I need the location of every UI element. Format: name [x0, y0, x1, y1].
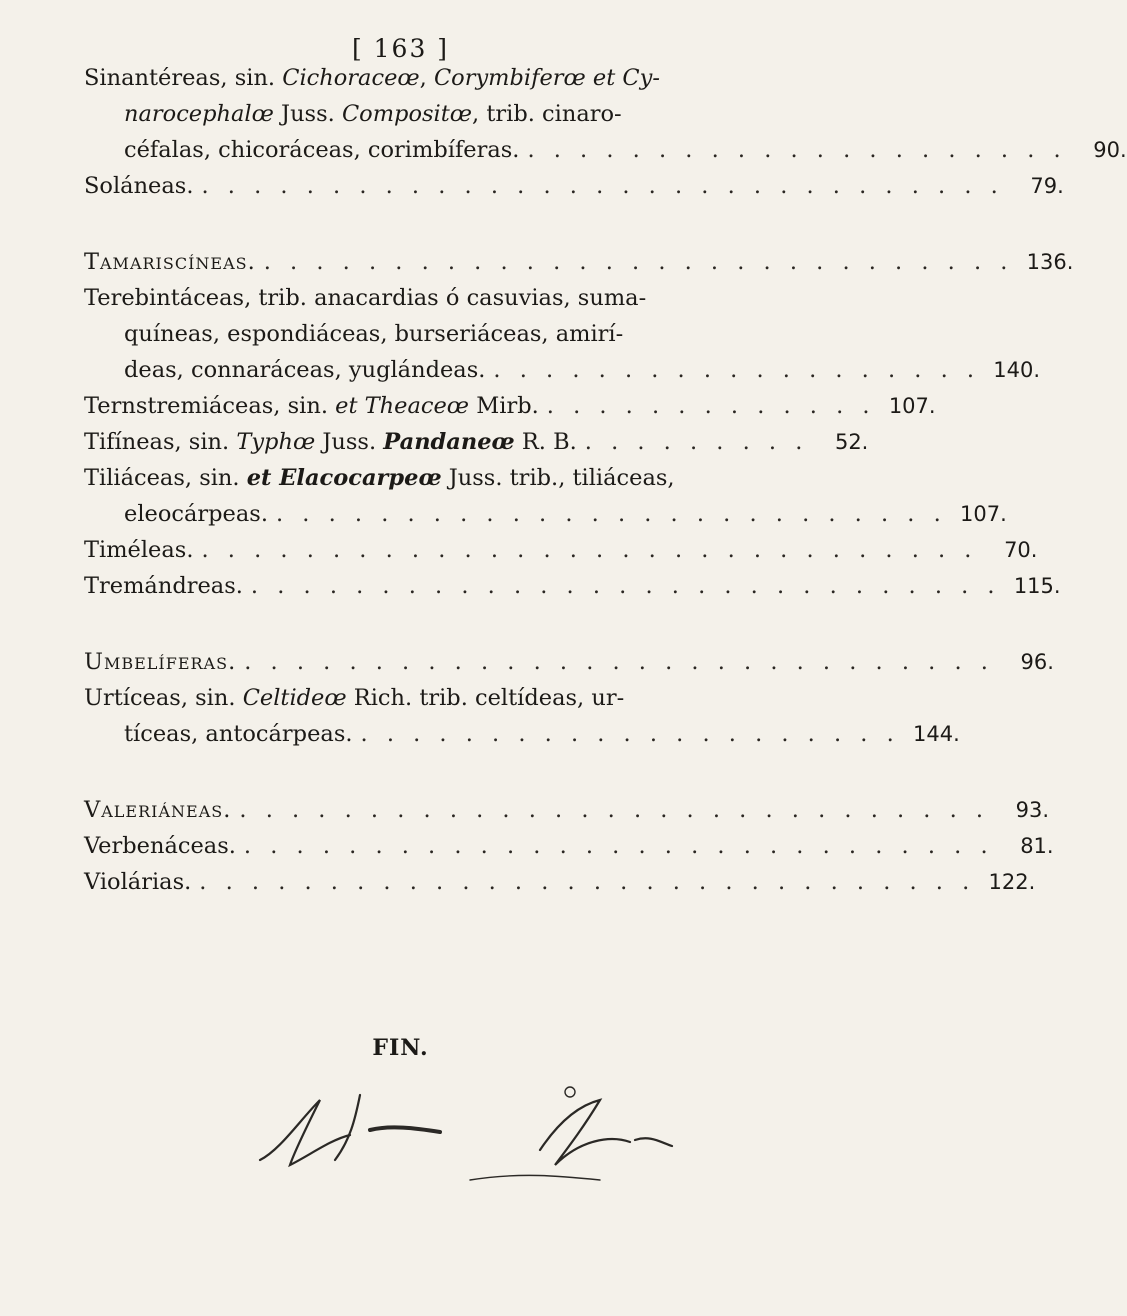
index-entry-tremandreas [84, 568, 1061, 604]
leader-dots: . . . . . . . . . . . . . . . . . . . . . . . . . . . . . [244, 649, 994, 675]
entry-text: Tamariscíneas. [84, 249, 256, 275]
index-entry-urticeas [84, 680, 960, 752]
index-entry-sinantereas: Sinantéreas, sin. Cichoraceœ, Corymbiferœ et Cy- narocephalœ Juss. Compositœ, trib. cinaro- céfalas, chicoráceas, corimbíferas. . . . . . . . . . . . . . . . . . . . . . 90. [84, 60, 774, 168]
index-entry-verbenaceas [84, 828, 1054, 864]
page-ref: 136. [1026, 250, 1074, 274]
end-mark: FIN. [372, 1035, 429, 1061]
entry-italic: Pandaneœ [383, 429, 515, 455]
entry-text: Urtíceas, sin. [84, 685, 243, 711]
entry-text: Soláneas. [84, 173, 194, 199]
entry-text: Tremándreas. [84, 573, 243, 599]
leader-dots: . . . . . . . . . . . . . . . . . . . . . . . . . . . . . [250, 573, 1001, 599]
entry-text: tíceas, antocárpeas. [124, 721, 353, 747]
page-ref: 140. [993, 358, 1041, 382]
leader-dots: . . . . . . . . . . . . . . . . . . . . . . . . . . . . . . . [201, 173, 1004, 199]
page-ref: 52. [834, 430, 869, 454]
page-ref: 81. [1020, 834, 1054, 858]
entry-text: Ternstremiáceas, sin. [84, 393, 336, 419]
leader-dots: . . . . . . . . . . . . . . . . . . . [493, 357, 981, 383]
index-entry-timeleas [84, 532, 1038, 568]
entry-text: eleocárpeas. [124, 501, 268, 527]
entry-text: Juss. [322, 429, 384, 455]
entry-text: Violárias. [84, 869, 192, 895]
page-ref: 90. [1093, 138, 1127, 162]
leader-dots: . . . . . . . . . . . . . [546, 393, 876, 419]
page-ref: 79. [1030, 174, 1064, 198]
leader-dots: . . . . . . . . . [584, 429, 809, 455]
entry-text: Juss. trib., tiliáceas, [448, 465, 675, 491]
page-ref: 144. [913, 722, 960, 746]
index-entry-solaneas [84, 168, 1064, 204]
page-ref: 93. [1015, 798, 1050, 822]
page-number: [ 163 ] [351, 34, 450, 63]
leader-dots: . . . . . . . . . . . . . . . . . . . . . . . . . . . . . [263, 249, 1014, 275]
index-entry-tamariscineas [84, 244, 1074, 280]
entry-text: deas, connaráceas, yuglándeas. [124, 357, 486, 383]
leader-dots: . . . . . . . . . . . . . . . . . . . . . . . . . . [275, 501, 947, 527]
entry-italic: et Cy- [592, 65, 660, 91]
entry-italic: Typhœ [236, 429, 316, 455]
leader-dots: . . . . . . . . . . . . . . . . . . . . . . . . . . . . . [243, 833, 994, 859]
index-entry-violarias [84, 864, 1036, 900]
entry-text: quíneas, espondiáceas, burseriáceas, amirí- [124, 321, 624, 347]
page-ref: 96. [1020, 650, 1054, 674]
entry-text: Tiliáceas, sin. [84, 465, 247, 491]
entry-text: Sinantéreas, sin. [84, 65, 283, 91]
entry-italic: Corymbiferœ [433, 65, 586, 91]
leader-dots: . . . . . . . . . . . . . . . . . . . . . [360, 721, 900, 747]
entry-text: Rich. trib. celtídeas, ur- [353, 685, 625, 711]
entry-text: Terebintáceas, trib. anacardias ó casuvias, suma- [84, 285, 647, 311]
page-ref: 70. [1004, 538, 1038, 562]
index-entry-valerianeas [84, 792, 1050, 828]
index-entry-tifineas [84, 424, 869, 460]
entry-text: Tifíneas, sin. [84, 429, 237, 455]
entry-italic: et Theaceœ [335, 393, 470, 419]
entry-italic: et Elacocarpeœ [246, 465, 442, 491]
handwritten-signature [240, 1080, 680, 1190]
leader-dots: . . . . . . . . . . . . . . . . . . . . . . . . . . . . . . [199, 869, 976, 895]
leader-dots: . . . . . . . . . . . . . . . . . . . . . [527, 137, 1067, 163]
entry-italic: Cichoraceœ [282, 65, 420, 91]
leader-dots: . . . . . . . . . . . . . . . . . . . . . . . . . . . . . . [201, 537, 978, 563]
entry-text: Umbelíferas. [84, 649, 237, 675]
page-ref: 107. [888, 394, 936, 418]
index-list [84, 60, 1127, 900]
entry-text: céfalas, chicoráceas, corimbíferas. [124, 137, 520, 163]
page-ref: 115. [1013, 574, 1061, 598]
page-ref: 122. [988, 870, 1036, 894]
entry-text: Valeriáneas. [84, 797, 232, 823]
entry-text: Timéleas. [84, 537, 194, 563]
index-entry-terebintaceas [84, 280, 1041, 388]
entry-italic: Compositœ [341, 101, 473, 127]
entry-italic: narocephalœ [124, 101, 274, 127]
index-entry-umbeliferas [84, 644, 1054, 680]
entry-text: R. B. [521, 429, 577, 455]
leader-dots: . . . . . . . . . . . . . . . . . . . . . . . . . . . . . [239, 797, 990, 823]
index-entry-ternstremiaceas [84, 388, 936, 424]
entry-text: Mirb. [476, 393, 539, 419]
entry-italic: Celtideœ [242, 685, 347, 711]
index-entry-tiliaceas [84, 460, 1007, 532]
page-ref: 107. [959, 502, 1007, 526]
entry-text: Verbenáceas. [84, 833, 236, 859]
entry-text: , trib. cinaro- [472, 101, 622, 127]
